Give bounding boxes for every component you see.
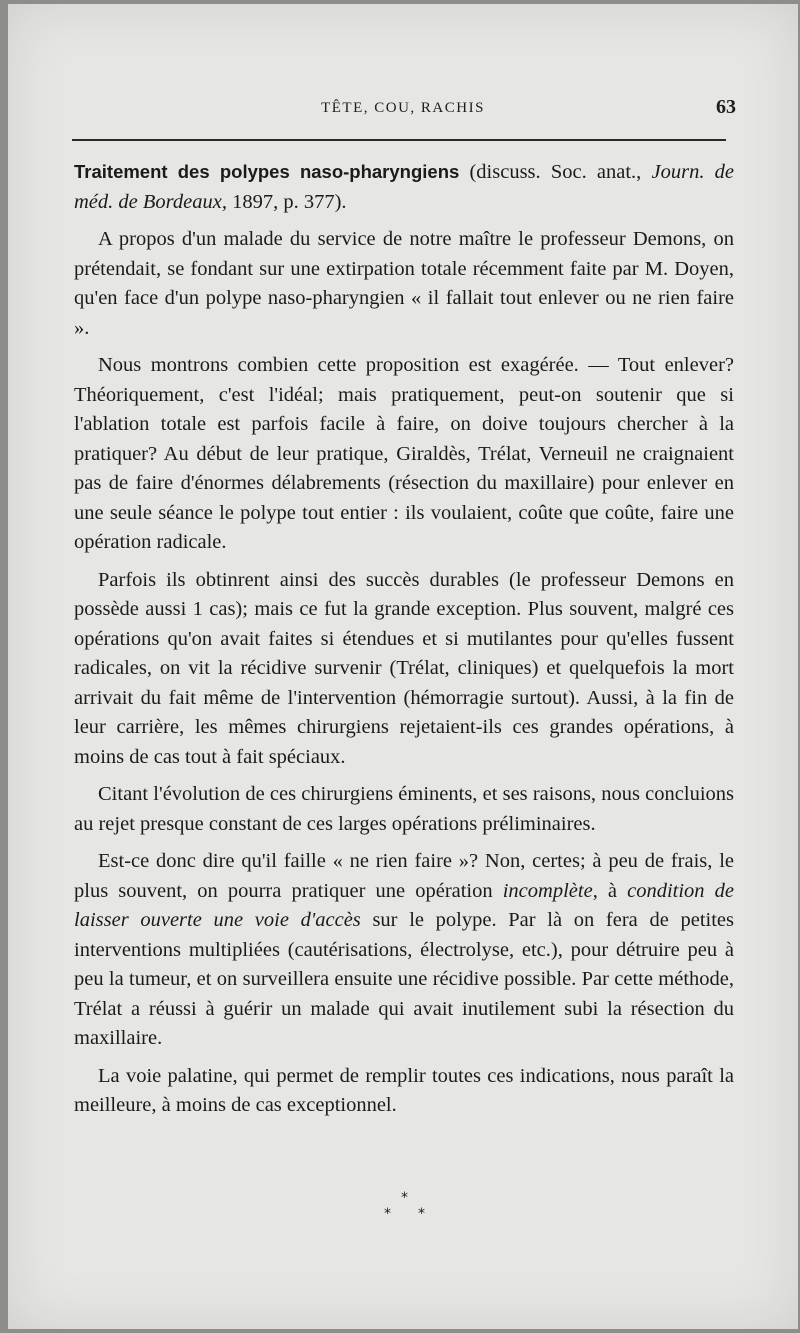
- paragraph-1: A propos d'un malade du service de notre maître le professeur Demons, on prétendait, se fondant sur une extirpation totale récemment faite par M. Doyen, qu'en face d'un polype naso-pharyngien « il fallait tout enlever ou ne rien faire ».: [74, 228, 734, 339]
- paragraph-2: Nous montrons combien cette proposition est exagérée. — Tout enlever? Théoriquement, c'est l'idéal; mais pratiquement, peut-on soutenir que si l'ablation totale est parfois facile à faire, on doive toujours chercher à la pratiquer? Au début de leur pratique, Giraldès, Trélat, Verneuil ne craignaient pas de faire d'énormes délabrements (résection du maxillaire) pour enlever en une seule séance le polype tout entier : ils voulaient, coûte que coûte, faire une opération radicale.: [74, 354, 734, 553]
- page-number: 63: [716, 96, 736, 118]
- asterism-separator: [378, 1190, 438, 1230]
- paragraph-5-italic-1: incomplète: [502, 879, 593, 902]
- citation-part-2: 1897, p. 377).: [232, 190, 347, 213]
- book-page: [8, 4, 798, 1329]
- paragraph-6: La voie palatine, qui permet de remplir toutes ces indications, nous paraît la meilleure, à moins de cas exceptionnel.: [74, 1064, 734, 1116]
- page-body: [74, 157, 734, 1129]
- paragraph-5-part-b: , à: [592, 879, 618, 902]
- page-header: [8, 96, 798, 126]
- running-head: TÊTE, COU, RACHIS: [321, 100, 485, 116]
- asterism-star-top: *: [401, 1190, 408, 1206]
- entry-title-bold: Traitement des polypes naso-pharyngiens: [74, 161, 460, 182]
- asterism-star-right: *: [418, 1206, 425, 1222]
- header-rule: [72, 139, 726, 141]
- entry-title: [74, 157, 734, 217]
- paragraph-5-part-c: sur le polype. Par là on fera de petites interventions multipliées (cautérisations, électrolyse, etc.), pour détruire peu à peu la tumeur, et on surveillera ensuite une récidive possible. Par cette méthode, Trélat a réussi à guérir un malade qui avait inutilement subi la résection du maxillaire.: [74, 909, 734, 1049]
- paragraph-4: Citant l'évolution de ces chirurgiens éminents, et ses raisons, nous concluions au rejet presque constant de ces larges opérations préliminaires.: [74, 783, 734, 835]
- paragraph-5-part-a: Est-ce donc dire qu'il faille « ne rien faire »? Non, certes; à peu de frais, le plus souvent, on pourra pratiquer une opération: [74, 850, 734, 902]
- citation-journal: Journ. de méd. de Bordeaux,: [74, 161, 734, 213]
- citation-part-1: (discuss. Soc. anat.,: [469, 161, 642, 183]
- asterism-star-left: *: [384, 1206, 391, 1222]
- paragraph-3: Parfois ils obtinrent ainsi des succès durables (le professeur Demons en possède aussi 1 cas); mais ce fut la grande exception. Plus souvent, malgré ces opérations qu'on avait faites si étendues et si mutilantes pour qu'elles fussent radicales, on vit la récidive survenir (Trélat, cliniques) et quelquefois la mort arrivait du fait même de l'intervention (hémorragie surtout). Aussi, à la fin de leur carrière, les mêmes chirurgiens rejetaient-ils ces grandes opérations, à moins de cas tout à fait spéciaux.: [74, 568, 734, 768]
- paragraph-5: [74, 847, 734, 1054]
- paragraph-5-italic-2: condition de laisser ouverte une voie d'accès: [74, 879, 734, 931]
